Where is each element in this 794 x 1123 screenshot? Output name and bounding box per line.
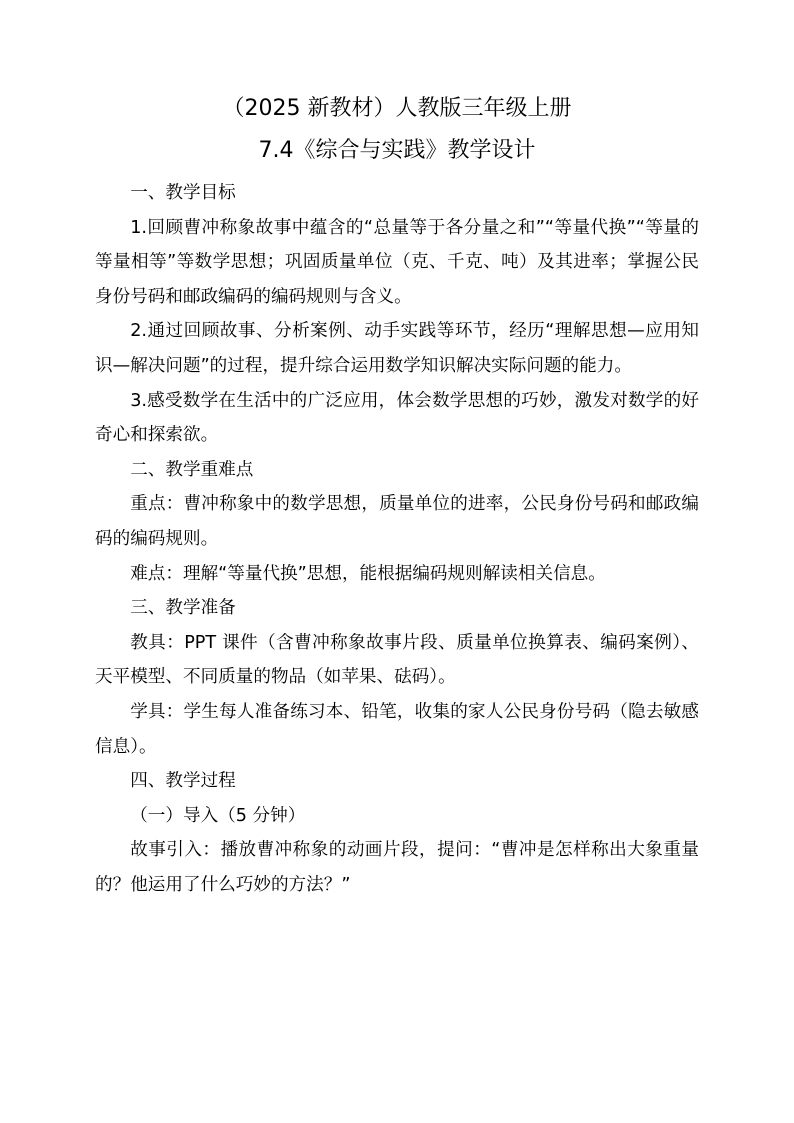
section-heading-preparation: 三、教学准备: [130, 598, 236, 619]
key-point: 重点：曹冲称象中的数学思想，质量单位的进率，公民身份号码和邮政编码的编码规则。: [95, 494, 699, 549]
difficult-point: 难点：理解“等量代换”思想，能根据编码规则解读相关信息。: [130, 563, 606, 584]
learning-aids: 学具：学生每人准备练习本、铅笔，收集的家人公民身份号码（隐去敏感信息）。: [95, 701, 699, 757]
story-intro: 故事引入：播放曹冲称象的动画片段，提问：“曹冲是怎样称出大象重量的？他运用了什么巧妙的方法？”: [95, 840, 699, 895]
section-heading-key-points: 二、教学重难点: [130, 459, 254, 480]
document-page: [95, 94, 699, 902]
section-heading-objectives: 一、教学目标: [130, 183, 236, 203]
document-title-line2: 7.4《综合与实践》教学设计: [258, 138, 536, 163]
subsection-heading-intro: （一）导入（5 分钟）: [130, 805, 306, 826]
objective-2: 2.通过回顾故事、分析案例、动手实践等环节，经历“理解思想—应用知识—解决问题”的过程，提升综合运用数学知识解决实际问题的能力。: [95, 321, 699, 376]
document-title-line1: （2025 新教材）人教版三年级上册: [222, 96, 572, 121]
section-heading-process: 四、教学过程: [130, 771, 236, 792]
teaching-aids: 教具：PPT 课件（含曹冲称象故事片段、质量单位换算表、编码案例）、天平模型、不同质量的物品（如苹果、砝码）。: [95, 632, 699, 688]
objective-1: 1.回顾曹冲称象故事中蕴含的“总量等于各分量之和”“等量代换”“等量的等量相等”等数学思想；巩固质量单位（克、千克、吨）及其进率；掌握公民身份号码和邮政编码的编码规则与含义。: [95, 217, 699, 307]
objective-3: 3.感受数学在生活中的广泛应用，体会数学思想的巧妙，激发对数学的好奇心和探索欲。: [95, 390, 699, 446]
